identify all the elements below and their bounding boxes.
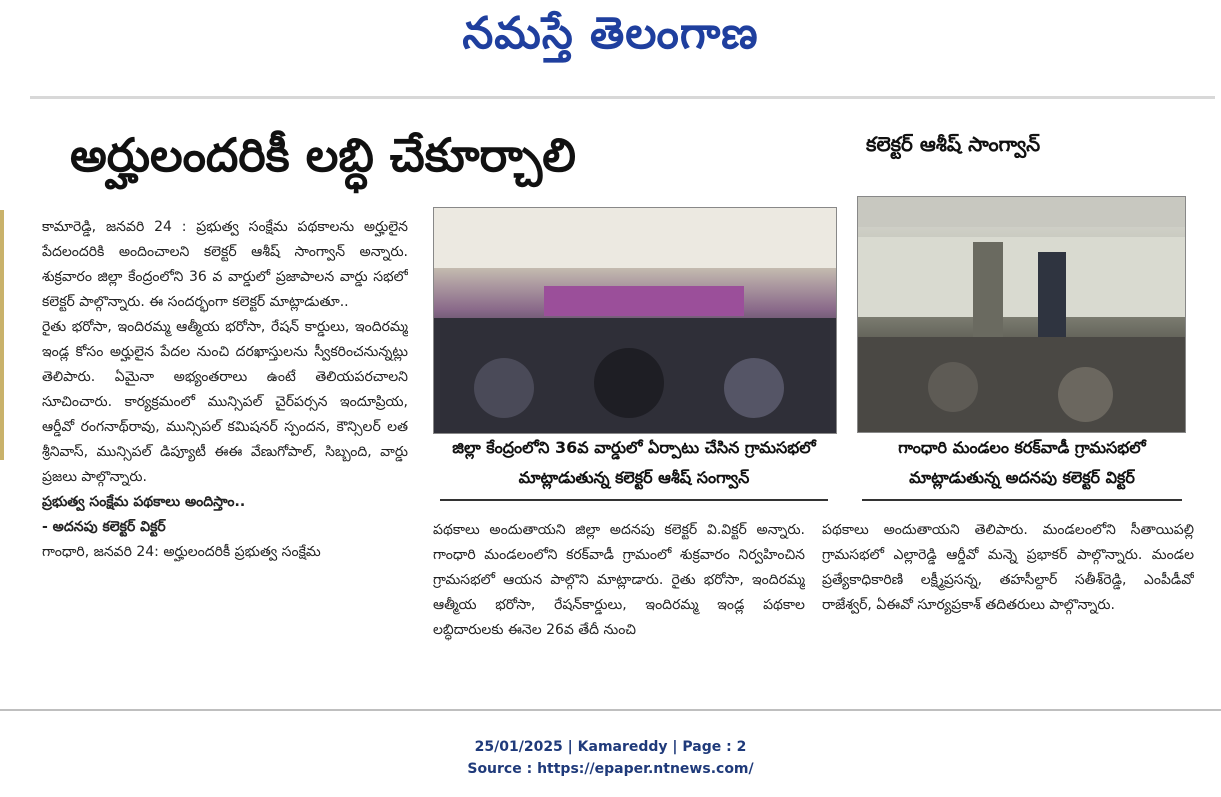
top-divider	[30, 96, 1215, 99]
article-left-column	[42, 215, 408, 690]
footer	[0, 736, 1221, 780]
meeting-photo-additional-collector	[857, 196, 1186, 433]
paragraph-2: రైతు భరోసా, ఇందిరమ్మ ఆత్మీయ భరోసా, రేషన్ కార్డులు, ఇందిరమ్మ ఇండ్ల కోసం అర్హులైన పేదల నుంచి దరఖాస్తులను స్వీకరించనున్నట్లు తెలిపారు. ఏమైనా అభ్యంతరాలు ఉంటే తెలియపరచాలని సూచించారు. కార్యక్రమంలో మున్సిపల్ చైర్‌పర్సన ఇందూప్రియ, ఆర్డీవో రంగనాథ్‌రావు, మున్సిపల్ కమిషనర్ స్పందన, కౌన్సిలర్ లత శ్రీనివాస్, మున్సిపల్ డిప్యూటీ ఈఈ వేణుగోపాల్, సిబ్బంది, వార్డు ప్రజలు పాల్గొన్నారు.	[42, 319, 408, 485]
article-right-column: పథకాలు అందుతాయని తెలిపారు. మండలంలోని సీతాయిపల్లి గ్రామసభలో ఎల్లారెడ్డి ఆర్డీవో మన్నె ప్రభాకర్ పాల్గొన్నారు. మండల ప్రత్యేకాధికారిణి లక్ష్మీప్రసన్న, తహసీల్దార్ సతీశ్‌రెడ్డి, ఎంపీడీవో రాజేశ్వర్, ఏఈవో సూర్యప్రకాశ్ తదితరులు పాల్గొన్నారు.	[822, 522, 1194, 613]
footer-date-edition: 25/01/2025 | Kamareddy | Page : 2	[474, 739, 747, 755]
meeting-photo-collector	[433, 207, 837, 434]
masthead	[0, 0, 1221, 80]
photo-caption-2: గాంధారి మండలం కరక్‌వాడీ గ్రామసభలో మాట్లాడుతున్న అదనపు కలెక్టర్ విక్టర్	[862, 433, 1182, 501]
masthead-logo: నమస్తే తెలంగాణ	[462, 8, 759, 59]
adjacent-page-edge	[0, 210, 4, 460]
paragraph-1: కామారెడ్డి, జనవరి 24 : ప్రభుత్వ సంక్షేమ పథకాలను అర్హులైన పేదలందరికి అందించాలని కలెక్టర్ ఆశీష్ సాంగ్వాన్ అన్నారు. శుక్రవారం జిల్లా కేంద్రంలోని 36 వ వార్డులో ప్రజాపాలన వార్డు సభలో కలెక్టర్ పాల్గొన్నారు. ఈ సందర్భంగా కలెక్టర్ మాట్లాడుతూ..	[42, 219, 408, 310]
bottom-divider	[0, 709, 1221, 711]
article-headline: అర్హులందరికీ లబ్ధి చేకూర్చాలి	[70, 128, 576, 182]
footer-source-link[interactable]: Source : https://epaper.ntnews.com/	[467, 761, 754, 777]
article-subhead: కలెక్టర్ ఆశీష్ సాంగ్వాన్	[866, 132, 1041, 156]
photo-caption-1: జిల్లా కేంద్రంలోని 36వ వార్డులో ఏర్పాటు చేసిన గ్రామసభలో మాట్లాడుతున్న కలెక్టర్ ఆశీష్ సంగ్వాన్	[440, 433, 828, 501]
article-middle-column: పథకాలు అందుతాయని జిల్లా అదనపు కలెక్టర్ వి.విక్టర్ అన్నారు. గాంధారి మండలంలోని కరక్‌వాడీ గ్రామంలో శుక్రవారం నిర్వహించిన గ్రామసభలో ఆయన పాల్గొని మాట్లాడారు. రైతు భరోసా, ఇందిరమ్మ ఆత్మీయ భరోసా, రేషన్‌కార్డులు, ఇందిరమ్మ ఇండ్ల పథకాల లబ్ధిదారులకు ఈనెల 26వ తేదీ నుంచి	[433, 522, 805, 638]
paragraph-3: గాంధారి, జనవరి 24: అర్హులందరికీ ప్రభుత్వ సంక్షేమ	[42, 544, 321, 560]
sub-section-title: ప్రభుత్వ సంక్షేమ పథకాలు అందిస్తాం..	[42, 494, 246, 510]
sub-section-byline: - అదనపు కలెక్టర్ విక్టర్	[42, 519, 166, 535]
